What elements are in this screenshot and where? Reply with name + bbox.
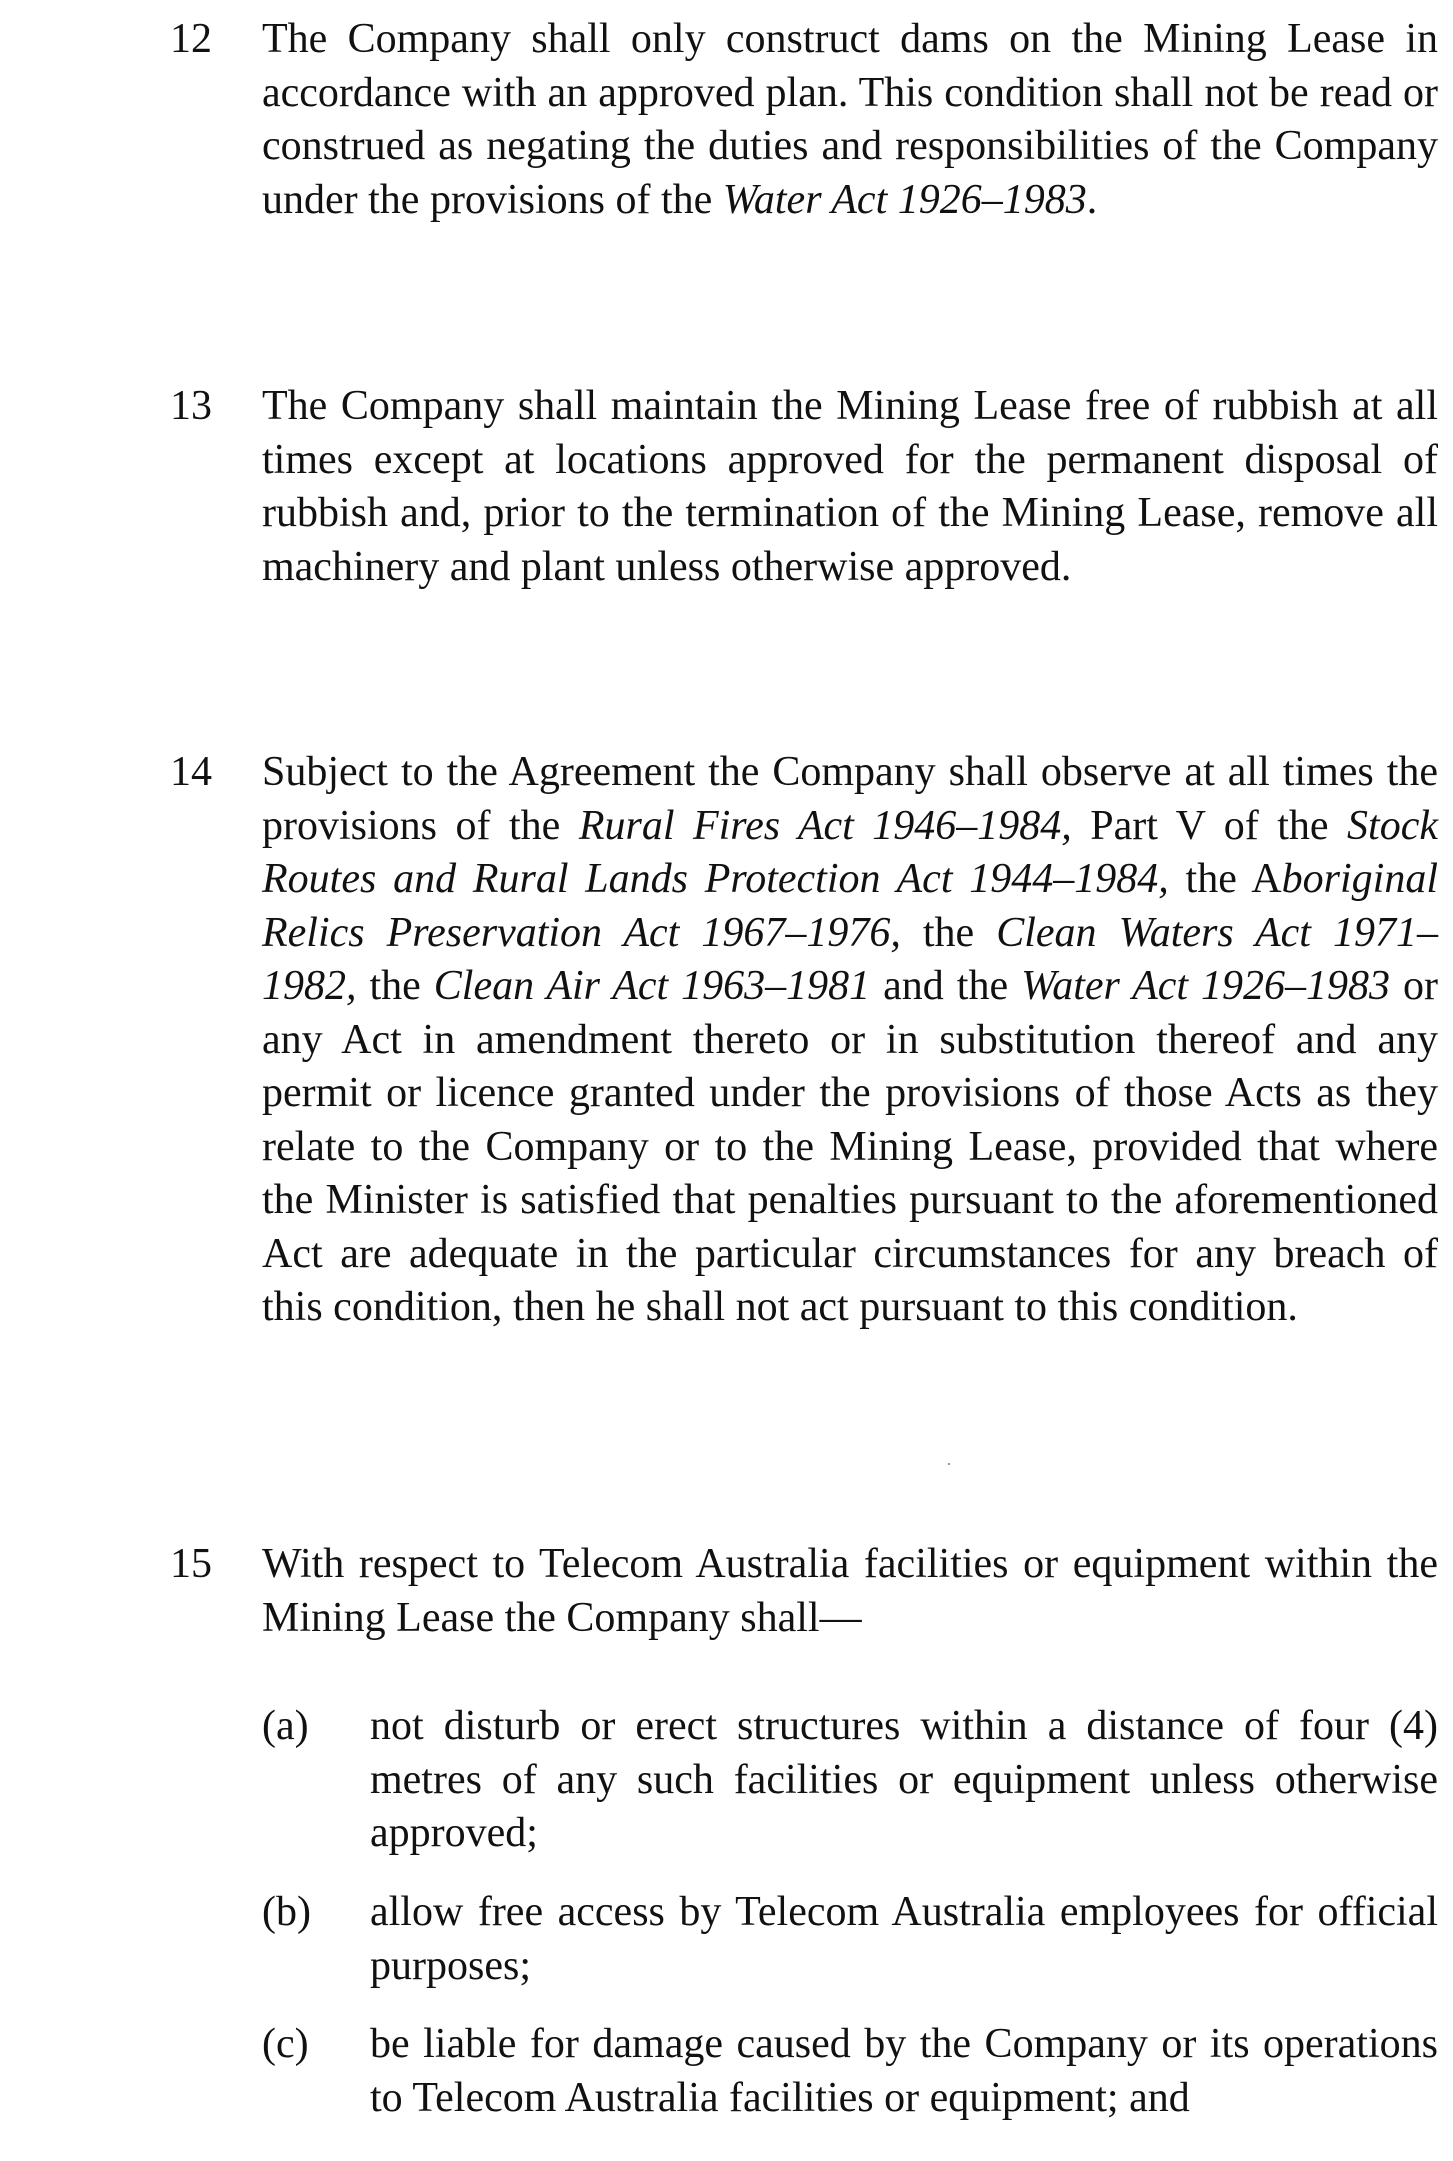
- subclause-text: allow free access by Telecom Australia employees for official purposes;: [370, 1889, 1438, 1989]
- clause-number: 14: [170, 749, 212, 795]
- clause-number: 15: [170, 1541, 212, 1587]
- scan-speck: [948, 1463, 950, 1465]
- clause-text: The Company shall maintain the Mining Lease free of rubbish at all times except at locations approved for the permanent disposal of rubbish and, prior to the termination of the Mining Lease, remove all machinery and plant unless otherwise approved.: [262, 383, 1438, 590]
- subclause-label: (b): [262, 1889, 311, 1935]
- clause-text: Subject to the Agreement the Company shall observe at all times the provisions of the Rural Fires Act 1946–1984, Part V of the Stock Routes and Rural Lands Protection Act 1944–1984, the Aboriginal Relics Preservation Act 1967–1976, the Clean Waters Act 1971–1982, the Clean Air Act 1963–1981 and the Water Act 1926–1983 or any Act in amendment thereto or in substitution thereof and any permit or licence granted under the provisions of those Acts as they relate to the Company or to the Mining Lease, provided that where the Minister is satisfied that penalties pursuant to the aforementioned Act are adequate in the particular circumstances for any breach of this condition, then he shall not act pursuant to this condition.: [262, 749, 1439, 1330]
- subclause-text: not disturb or erect structures within a distance of four (4) metres of any such facilities or equipment unless otherwise approved;: [370, 1703, 1438, 1856]
- subclause-text: be liable for damage caused by the Company or its operations to Telecom Australia facilities or equipment; and: [370, 2021, 1438, 2121]
- clause-text: With respect to Telecom Australia facilities or equipment within the Mining Lease the Company shall—: [262, 1541, 1438, 1641]
- subclause-label: (c): [262, 2021, 309, 2067]
- clause-number: 12: [170, 16, 212, 62]
- clause-number: 13: [170, 383, 212, 429]
- clause-text: The Company shall only construct dams on the Mining Lease in accordance with an approved plan. This condition shall not be read or construed as negating the duties and responsibilities of the Company under the provisions of the Water Act 1926–1983.: [262, 16, 1438, 223]
- subclause-label: (a): [262, 1703, 309, 1749]
